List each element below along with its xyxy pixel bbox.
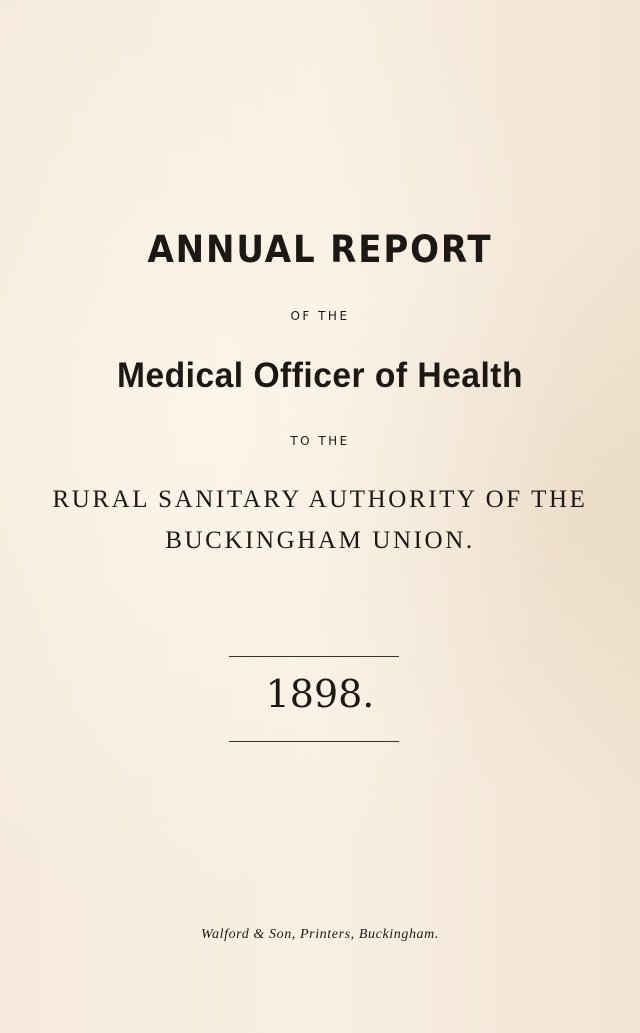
authority-line-2: BUCKINGHAM UNION.	[165, 527, 475, 554]
to-the-text: TO THE	[290, 434, 350, 448]
divider-top	[229, 656, 399, 657]
report-title: ANNUAL REPORT	[147, 228, 493, 271]
authority-line-1: RURAL SANITARY AUTHORITY OF THE	[52, 486, 588, 513]
divider-bottom	[229, 741, 399, 742]
report-year: 1898.	[265, 672, 375, 716]
printer-imprint: Walford & Son, Printers, Buckingham.	[201, 927, 439, 942]
of-the-text: OF THE	[290, 309, 350, 323]
officer-title: Medical Officer of Health	[117, 356, 523, 395]
